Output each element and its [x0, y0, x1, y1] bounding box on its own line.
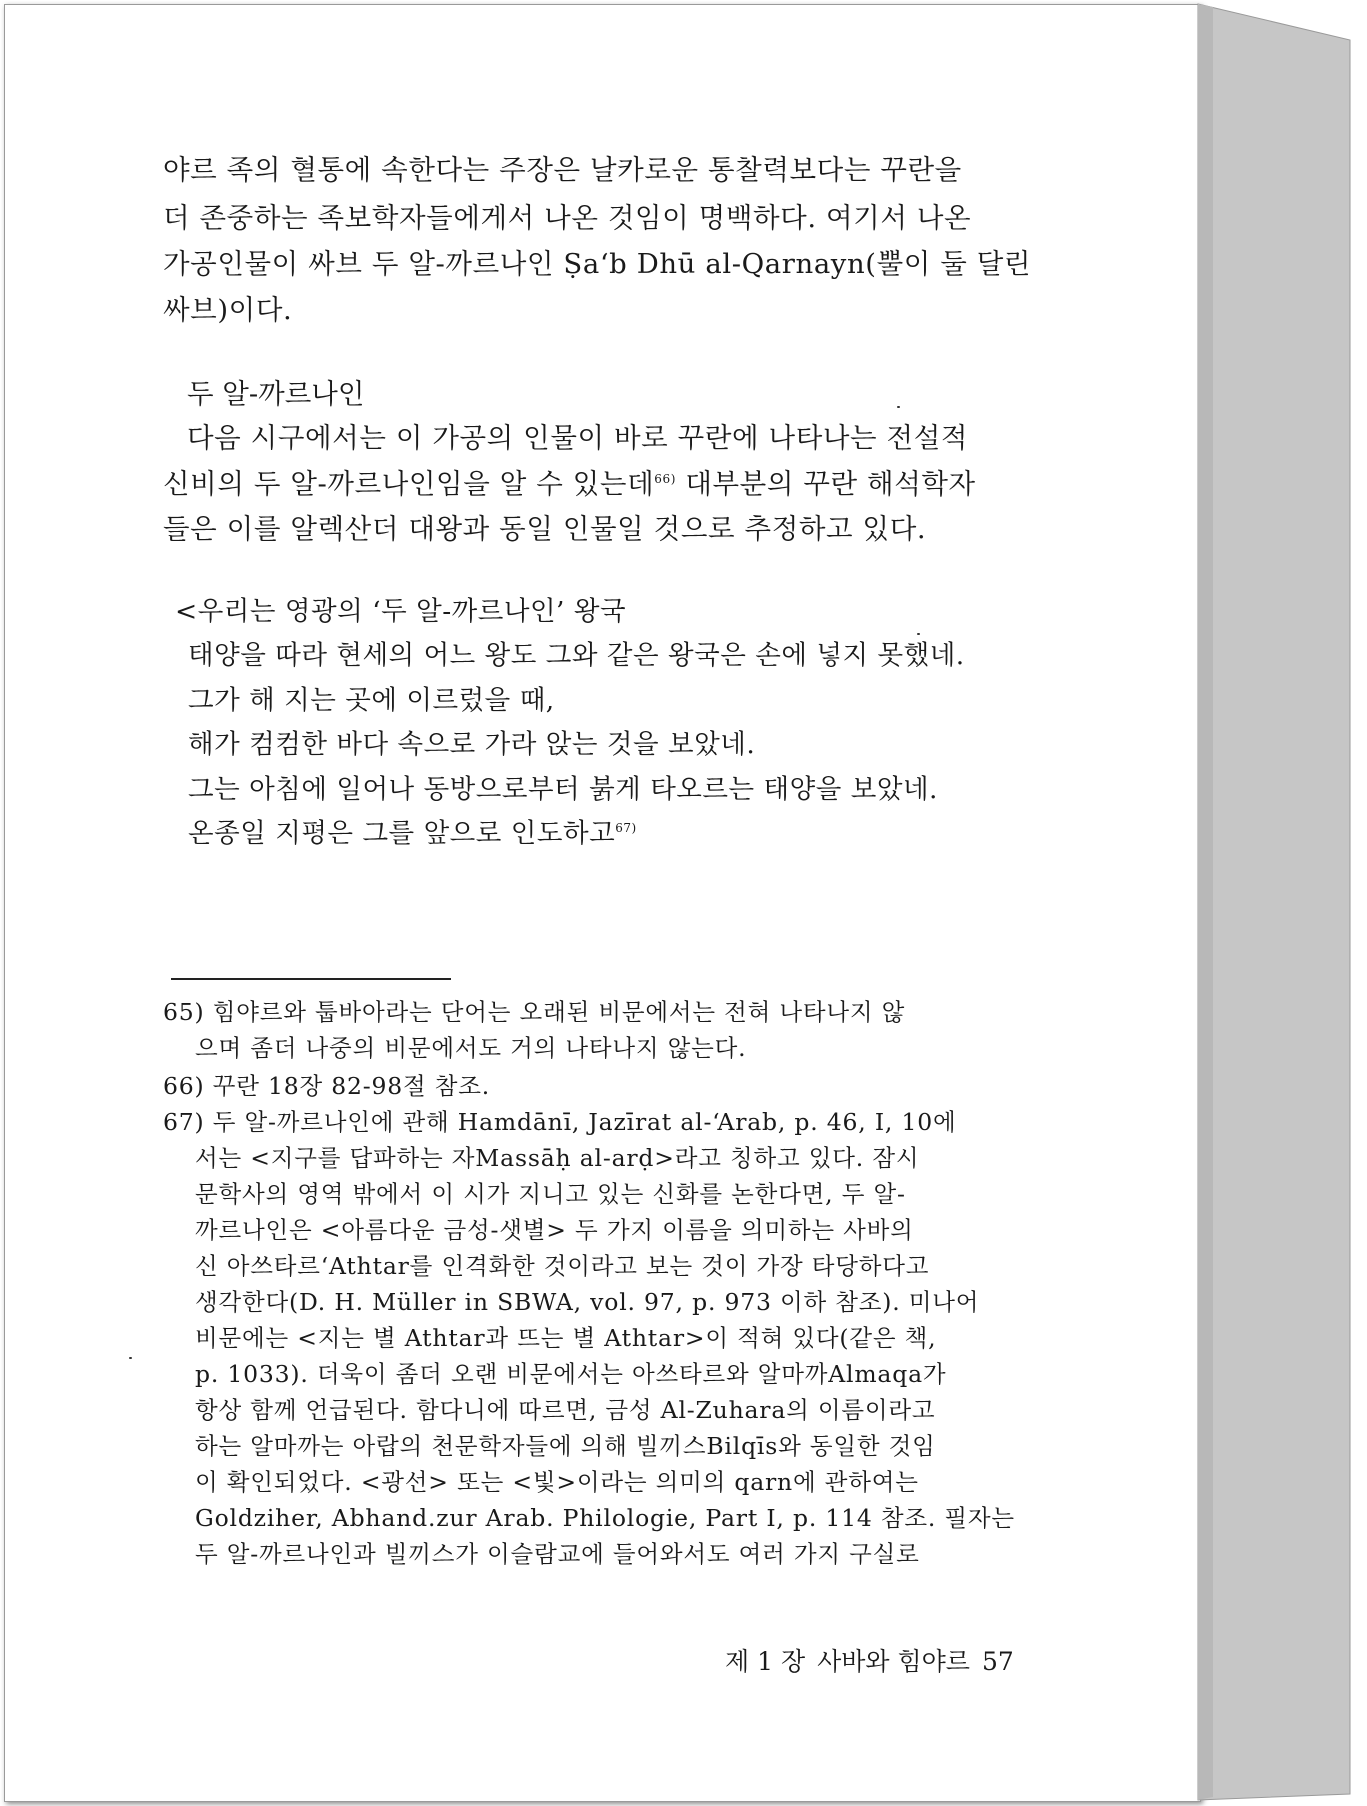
book-side-face	[1198, 4, 1350, 1800]
footnote-line: 서는 <지구를 답파하는 자Massāḥ al-arḍ>라고 칭하고 있다. 잠시	[195, 1144, 920, 1172]
section-heading: 두 알-까르나인	[187, 378, 365, 410]
paragraph1-line2: 더 존중하는 족보학자들에게서 나온 것임이 명백하다. 여기서 나온	[163, 202, 972, 234]
paragraph2-line1: 다음 시구에서는 이 가공의 인물이 바로 꾸란에 나타나는 전설적	[187, 422, 969, 454]
footnote-line: 65) 힘야르와 툽바아라는 단어는 오래된 비문에서는 전혀 나타나지 않	[163, 998, 906, 1026]
poem-line3: 그가 해 지는 곳에 이르렀을 때,	[188, 685, 555, 716]
paragraph2-line3: 들은 이를 알렉산더 대왕과 동일 인물일 것으로 추정하고 있다.	[163, 513, 927, 545]
footnote-line: 생각한다(D. H. Müller in SBWA, vol. 97, p. 973 이하 참조). 미나어	[195, 1288, 980, 1316]
footer-title: 사바와 힘야르	[817, 1647, 970, 1676]
footnote-line: 항상 함께 언급된다. 함다니에 따르면, 금성 Al-Zuhara의 이름이라고	[195, 1396, 936, 1424]
footnote-line: 으며 좀더 나중의 비문에서도 거의 나타나지 않는다.	[195, 1034, 747, 1062]
footnote-line: 하는 알마까는 아랍의 천문학자들에 의해 빌끼스Bilqīs와 동일한 것임	[195, 1432, 936, 1460]
paragraph2-line2-text: 신비의 두 알-까르나인임을 알 수 있는데	[163, 468, 655, 500]
footnote-line: 신 아쓰타르‘Athtar를 인격화한 것이라고 보는 것이 가장 타당하다고	[195, 1252, 930, 1280]
footnote-line: 66) 꾸란 18장 82-98절 참조.	[163, 1072, 491, 1100]
footnote-ref-67: 67)	[615, 821, 637, 836]
footnote-line: 까르나인은 <아름다운 금성-샛별> 두 가지 이름을 의미하는 사바의	[195, 1216, 914, 1244]
poem-line6-text: 온종일 지평은 그를 앞으로 인도하고	[188, 818, 616, 849]
footnote-line: 문학사의 영역 밖에서 이 시가 지니고 있는 신화를 논한다면, 두 알-	[195, 1180, 906, 1208]
footnote-ref-66: 66)	[654, 471, 677, 486]
poem-line1: <우리는 영광의 ‘두 알-까르나인’ 왕국	[175, 596, 627, 627]
poem-line4: 해가 컴컴한 바다 속으로 가라 앉는 것을 보았네.	[188, 729, 756, 760]
page-number: 57	[981, 1647, 1014, 1676]
footer-chapter: 제 1 장	[725, 1647, 806, 1676]
footnote-line: 67) 두 알-까르나인에 관해 Hamdānī, Jazīrat al-‘Arab, p. 46, I, 10에	[163, 1108, 957, 1136]
paragraph1-line3: 가공인물이 싸브 두 알-까르나인 Ṣa‘b Dhū al-Qarnayn(뿔이 둘 달린	[163, 248, 1032, 280]
footnote-line: 비문에는 <지는 별 Athtar과 뜨는 별 Athtar>이 적혀 있다(같은 책,	[195, 1324, 937, 1352]
paragraph2-line2-text-after: 대부분의 꾸란 해석학자	[676, 468, 976, 500]
book-side-shadow	[1198, 4, 1213, 1800]
footnote-line: 이 확인되었다. <광선> 또는 <빛>이라는 의미의 qarn에 관하여는	[195, 1468, 919, 1496]
poem-line5: 그는 아침에 일어나 동방으로부터 붉게 타오르는 태양을 보았네.	[188, 774, 938, 805]
footnote-line: Goldziher, Abhand.zur Arab. Philologie, Part I, p. 114 참조. 필자는	[195, 1504, 1015, 1532]
footnote-line: p. 1033). 더욱이 좀더 오랜 비문에서는 아쓰타르와 알마까Almaqa가	[195, 1360, 947, 1388]
poem-line2: 태양을 따라 현세의 어느 왕도 그와 같은 왕국은 손에 넣지 못했네.	[188, 640, 965, 671]
paragraph1-line4: 싸브)이다.	[163, 294, 293, 326]
paragraph1-line1: 야르 족의 혈통에 속한다는 주장은 날카로운 통찰력보다는 꾸란을	[163, 154, 962, 186]
footnote-line: 두 알-까르나인과 빌끼스가 이슬람교에 들어와서도 여러 가지 구실로	[195, 1540, 920, 1568]
